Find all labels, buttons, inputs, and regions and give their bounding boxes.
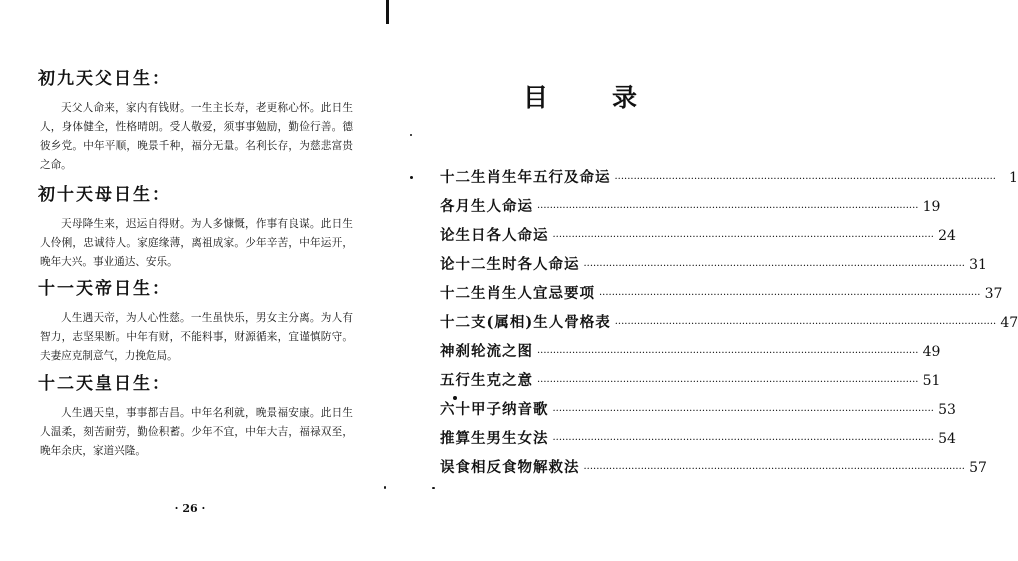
- toc-entry-label: 十二支(属相)生人骨格表: [440, 314, 611, 331]
- scan-speck: [432, 487, 435, 489]
- toc-entry[interactable]: [440, 195, 941, 224]
- toc-leader-dots: ························································································································: [537, 348, 919, 359]
- toc-entry[interactable]: [440, 282, 1003, 311]
- toc-leader-dots: ························································································································: [583, 464, 965, 475]
- toc-entry-label: 误食相反食物解救法: [440, 459, 580, 476]
- toc-entry-label: 六十甲子纳音歌: [440, 401, 549, 418]
- toc-entry-page: 24: [938, 228, 956, 244]
- toc-entry-label: 各月生人命运: [440, 198, 533, 215]
- section-day-9: [38, 64, 353, 175]
- toc-entry-page: 1: [1009, 170, 1018, 186]
- scan-speck: [453, 396, 457, 400]
- toc-entry-label: 论生日各人命运: [440, 227, 549, 244]
- toc-entry-label: 十二生肖生年五行及命运: [440, 169, 611, 186]
- toc-leader-dots: ························································································································: [552, 435, 934, 446]
- toc-entry[interactable]: [440, 224, 956, 253]
- toc-entry-page: 57: [969, 460, 987, 476]
- toc-leader-dots: ························································································································: [552, 406, 934, 417]
- toc-entry-page: 31: [969, 257, 987, 273]
- section-day-11: [38, 274, 353, 366]
- toc-leader-dots: ························································································································: [552, 232, 934, 243]
- toc-entry-label: 推算生男生女法: [440, 430, 549, 447]
- section-heading: 初九天父日生：: [38, 69, 171, 89]
- section-heading: 十二天皇日生：: [38, 374, 171, 394]
- toc-entry[interactable]: [440, 456, 987, 485]
- toc-entry-page: 54: [938, 431, 956, 447]
- toc-title: 目录: [523, 83, 702, 112]
- toc-leader-dots: ························································································································: [614, 174, 996, 185]
- toc-entry[interactable]: [440, 369, 941, 398]
- section-body: 人生遇天帝，为人心性慈。一生虽快乐，男女主分离。为人有智力，志坚果断。中年有财，不能料事，财源循来，宜谨慎防守。夫妻应克制意气，力挽危局。: [40, 312, 353, 362]
- toc-entry-label: 十二生肖生人宜忌要项: [440, 285, 595, 302]
- toc-entry[interactable]: [440, 398, 956, 427]
- toc-entry-label: 论十二生时各人命运: [440, 256, 580, 273]
- toc-entry[interactable]: [440, 166, 1018, 195]
- table-of-contents: [440, 166, 1018, 485]
- toc-entry[interactable]: [440, 253, 987, 282]
- section-body: 天母降生来，迟运自得财。为人多慷慨，作事有良谋。此日生人伶俐，忠诚待人。家庭缘薄，离祖成家。少年辛苦，中年运开，晚年大兴。事业通达、安乐。: [40, 218, 353, 268]
- toc-entry-page: 47: [1000, 315, 1018, 331]
- toc-leader-dots: ························································································································: [614, 319, 997, 330]
- toc-leader-dots: ························································································································: [537, 203, 919, 214]
- section-day-12: [38, 369, 353, 461]
- scan-speck: [384, 486, 386, 489]
- section-heading: 初十天母日生：: [38, 185, 171, 205]
- toc-entry-page: 51: [922, 373, 941, 389]
- scan-speck: [410, 134, 412, 136]
- toc-entry-page: 37: [984, 286, 1003, 302]
- toc-entry[interactable]: [440, 427, 956, 456]
- section-heading: 十一天帝日生：: [38, 279, 171, 299]
- toc-leader-dots: ························································································································: [599, 290, 981, 301]
- toc-leader-dots: ························································································································: [537, 377, 919, 388]
- page-number: · 26 ·: [174, 502, 206, 515]
- section-day-10: [38, 180, 353, 272]
- toc-entry-page: 53: [938, 402, 956, 418]
- left-page: [0, 0, 396, 561]
- toc-leader-dots: ························································································································: [583, 261, 965, 272]
- toc-entry-page: 49: [922, 344, 941, 360]
- toc-entry-label: 五行生克之意: [440, 372, 533, 389]
- scan-speck: [410, 176, 413, 179]
- toc-entry[interactable]: [440, 340, 941, 369]
- toc-entry[interactable]: [440, 311, 1018, 340]
- right-page: [396, 0, 1018, 561]
- section-body: 人生遇天皇，事事都吉昌。中年名利就，晚景福安康。此日生人温柔，刻苦耐劳，勤俭积蓄。少年不宜，中年大吉，福禄双至，晚年余庆，家道兴隆。: [40, 407, 353, 457]
- toc-entry-label: 神刹轮流之图: [440, 343, 533, 360]
- section-body: 天父人命来，家内有钱财。一生主长寿，老更称心怀。此日生人，身体健全，性格晴朗。受人敬爱，须事事勉励，勤俭行善。德彼乡党。中年平顺，晚景千种，福分无量。名利长存，为慈悲富贵之命。: [40, 102, 353, 171]
- toc-entry-page: 19: [922, 199, 941, 215]
